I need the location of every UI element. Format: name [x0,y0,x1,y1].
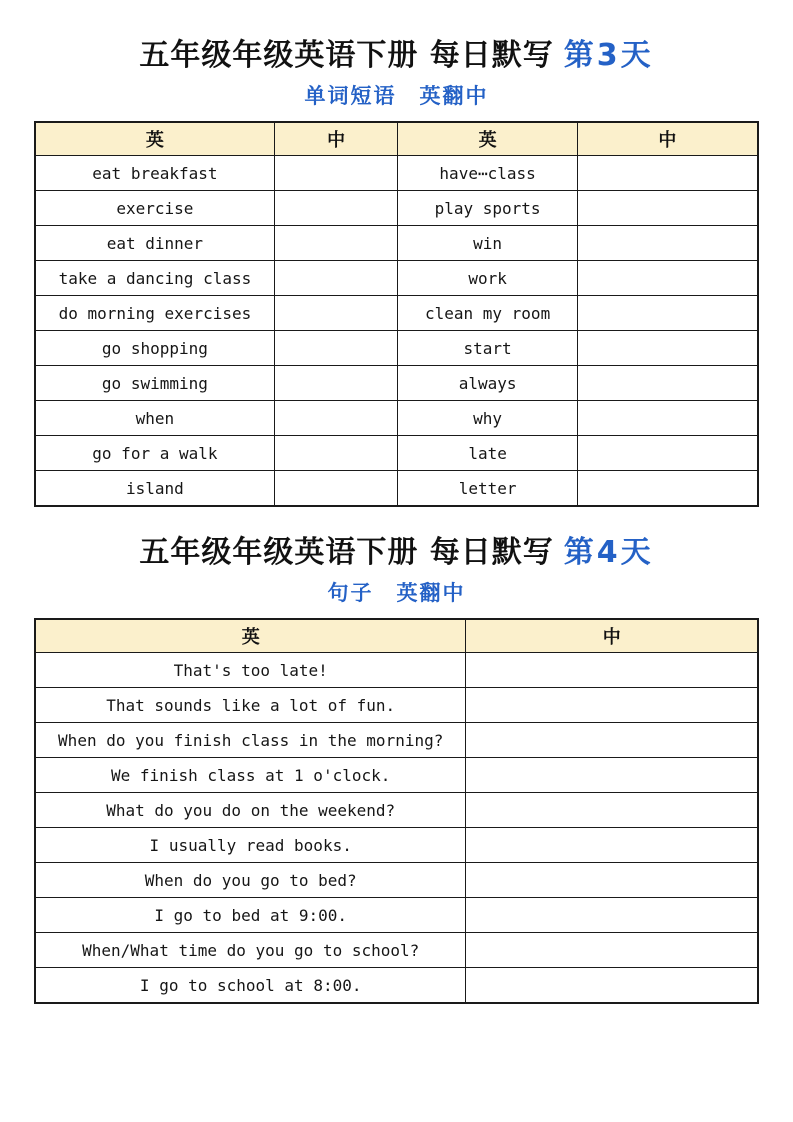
english-cell: That sounds like a lot of fun. [35,688,466,723]
table-row [35,471,758,507]
title-text: 五年级年级英语下册 每日默写 [139,535,554,570]
english-cell: work [398,261,577,296]
english-cell: eat dinner [35,226,274,261]
chinese-answer-cell [274,366,398,401]
chinese-answer-cell [466,653,758,688]
table-row [35,366,758,401]
english-cell: do morning exercises [35,296,274,331]
chinese-answer-cell [577,261,758,296]
english-cell: I go to school at 8:00. [35,968,466,1004]
chinese-answer-cell [466,898,758,933]
english-cell: clean my room [398,296,577,331]
table-row [35,828,758,863]
chinese-answer-cell [577,191,758,226]
table-row [35,156,758,191]
header-cell-chinese-right: 中 [577,122,758,156]
table-row [35,933,758,968]
table-row [35,401,758,436]
table-row [35,688,758,723]
english-cell: letter [398,471,577,507]
english-cell: I go to bed at 9:00. [35,898,466,933]
english-cell: exercise [35,191,274,226]
chinese-answer-cell [577,471,758,507]
sentence-table-body [35,653,758,1004]
section-day3 [0,0,793,507]
chinese-answer-cell [274,471,398,507]
chinese-answer-cell [466,758,758,793]
english-cell: start [398,331,577,366]
chinese-answer-cell [274,191,398,226]
english-cell: play sports [398,191,577,226]
day-number-badge: 第3天 [563,38,654,73]
chinese-answer-cell [274,436,398,471]
chinese-answer-cell [466,793,758,828]
english-cell: What do you do on the weekend? [35,793,466,828]
chinese-answer-cell [274,296,398,331]
english-cell: always [398,366,577,401]
english-cell: eat breakfast [35,156,274,191]
table-row [35,723,758,758]
chinese-answer-cell [577,401,758,436]
chinese-answer-cell [274,261,398,296]
english-cell: go shopping [35,331,274,366]
table-row [35,758,758,793]
chinese-answer-cell [466,828,758,863]
chinese-answer-cell [577,156,758,191]
chinese-answer-cell [274,226,398,261]
page-title-day4 [0,533,793,572]
sentence-table-day4 [34,618,759,1004]
english-cell: win [398,226,577,261]
english-cell: take a dancing class [35,261,274,296]
table-row [35,968,758,1004]
vocab-table-day3 [34,121,759,507]
table-row [35,653,758,688]
english-cell: I usually read books. [35,828,466,863]
chinese-answer-cell [466,863,758,898]
header-cell-english-right: 英 [398,122,577,156]
chinese-answer-cell [274,331,398,366]
header-cell-chinese-left: 中 [274,122,398,156]
day-number-badge: 第4天 [563,535,654,570]
english-cell: When/What time do you go to school? [35,933,466,968]
section-day4 [0,507,793,1004]
table-row [35,226,758,261]
chinese-answer-cell [577,366,758,401]
header-row [35,619,758,653]
title-text: 五年级年级英语下册 每日默写 [139,38,554,73]
chinese-answer-cell [577,436,758,471]
english-cell: That's too late! [35,653,466,688]
table-row [35,863,758,898]
table-row [35,436,758,471]
chinese-answer-cell [577,226,758,261]
vocab-table-body [35,156,758,507]
english-cell: go swimming [35,366,274,401]
header-cell-english-left: 英 [35,122,274,156]
chinese-answer-cell [577,331,758,366]
chinese-answer-cell [274,156,398,191]
table-row [35,898,758,933]
table-row [35,296,758,331]
english-cell: We finish class at 1 o'clock. [35,758,466,793]
english-cell: when [35,401,274,436]
table-row [35,331,758,366]
english-cell: island [35,471,274,507]
table-row [35,261,758,296]
header-cell-chinese: 中 [466,619,758,653]
chinese-answer-cell [466,968,758,1004]
chinese-answer-cell [466,723,758,758]
english-cell: go for a walk [35,436,274,471]
section-subtitle-sentences: 句子 英翻中 [327,581,466,605]
english-cell: have⋯class [398,156,577,191]
header-cell-english: 英 [35,619,466,653]
page-title-day3 [0,36,793,75]
chinese-answer-cell [577,296,758,331]
chinese-answer-cell [274,401,398,436]
table-row [35,191,758,226]
english-cell: When do you go to bed? [35,863,466,898]
english-cell: why [398,401,577,436]
header-row [35,122,758,156]
chinese-answer-cell [466,688,758,723]
english-cell: late [398,436,577,471]
table-row [35,793,758,828]
english-cell: When do you finish class in the morning? [35,723,466,758]
section-subtitle-words: 单词短语 英翻中 [304,84,489,108]
chinese-answer-cell [466,933,758,968]
